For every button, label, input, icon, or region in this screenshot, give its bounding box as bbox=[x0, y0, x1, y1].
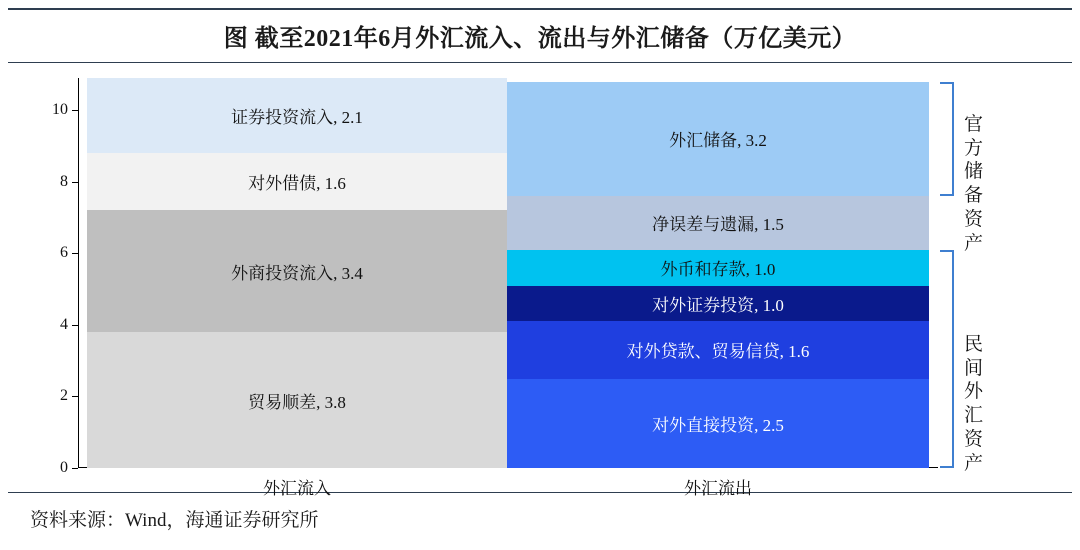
y-tick-label: 2 bbox=[60, 387, 68, 405]
plot-frame bbox=[52, 78, 938, 476]
bar-segment: 外汇储备, 3.2 bbox=[507, 82, 929, 196]
bracket-official-reserve bbox=[940, 82, 954, 196]
y-tick bbox=[60, 315, 79, 333]
y-tick-label: 6 bbox=[60, 244, 68, 262]
y-tick bbox=[60, 244, 79, 262]
source-note: 资料来源：Wind，海通证券研究所 bbox=[30, 510, 319, 531]
y-tick bbox=[60, 172, 79, 190]
y-axis bbox=[78, 78, 79, 468]
annotation-private-line2: 资产 bbox=[964, 428, 984, 474]
y-tick-mark bbox=[72, 396, 78, 397]
y-tick-label: 10 bbox=[52, 101, 68, 119]
y-tick-label: 4 bbox=[60, 315, 68, 333]
bar-segment: 对外直接投资, 2.5 bbox=[507, 379, 929, 468]
y-tick bbox=[52, 101, 79, 119]
bar-segment: 贸易顺差, 3.8 bbox=[87, 332, 507, 468]
bar-segment: 净误差与遗漏, 1.5 bbox=[507, 196, 929, 250]
bracket-private-assets bbox=[940, 250, 954, 468]
y-tick bbox=[60, 387, 79, 405]
bar-segment: 外商投资流入, 3.4 bbox=[87, 210, 507, 332]
bar-segment: 证券投资流入, 2.1 bbox=[87, 78, 507, 153]
annotation-private-line1: 民间外汇 bbox=[964, 333, 984, 427]
y-tick-mark bbox=[72, 182, 78, 183]
y-tick-mark bbox=[72, 325, 78, 326]
x-label-outflow: 外汇流出 bbox=[684, 479, 752, 498]
bar-segment: 对外证券投资, 1.0 bbox=[507, 286, 929, 322]
page-title: 图 截至2021年6月外汇流入、流出与外汇储备（万亿美元） bbox=[223, 26, 857, 52]
y-tick-label: 0 bbox=[60, 459, 68, 476]
bar-segment: 外币和存款, 1.0 bbox=[507, 250, 929, 286]
annotation-private-assets bbox=[964, 333, 983, 476]
annotation-official-line2: 资产 bbox=[964, 208, 984, 254]
y-tick-mark bbox=[72, 468, 78, 469]
plot-area bbox=[52, 78, 984, 498]
annotation-official-reserve bbox=[964, 113, 983, 256]
bar-segment: 对外贷款、贸易信贷, 1.6 bbox=[507, 321, 929, 378]
y-tick-mark bbox=[72, 253, 78, 254]
y-tick-label: 8 bbox=[60, 172, 68, 190]
annotation-official-line1: 官方储备 bbox=[964, 113, 984, 207]
bar-segment: 对外借债, 1.6 bbox=[87, 153, 507, 210]
y-tick-mark bbox=[72, 110, 78, 111]
x-label-inflow: 外汇流入 bbox=[263, 479, 331, 498]
y-tick bbox=[60, 459, 79, 476]
title-divider bbox=[8, 62, 1072, 63]
top-divider bbox=[8, 8, 1072, 10]
